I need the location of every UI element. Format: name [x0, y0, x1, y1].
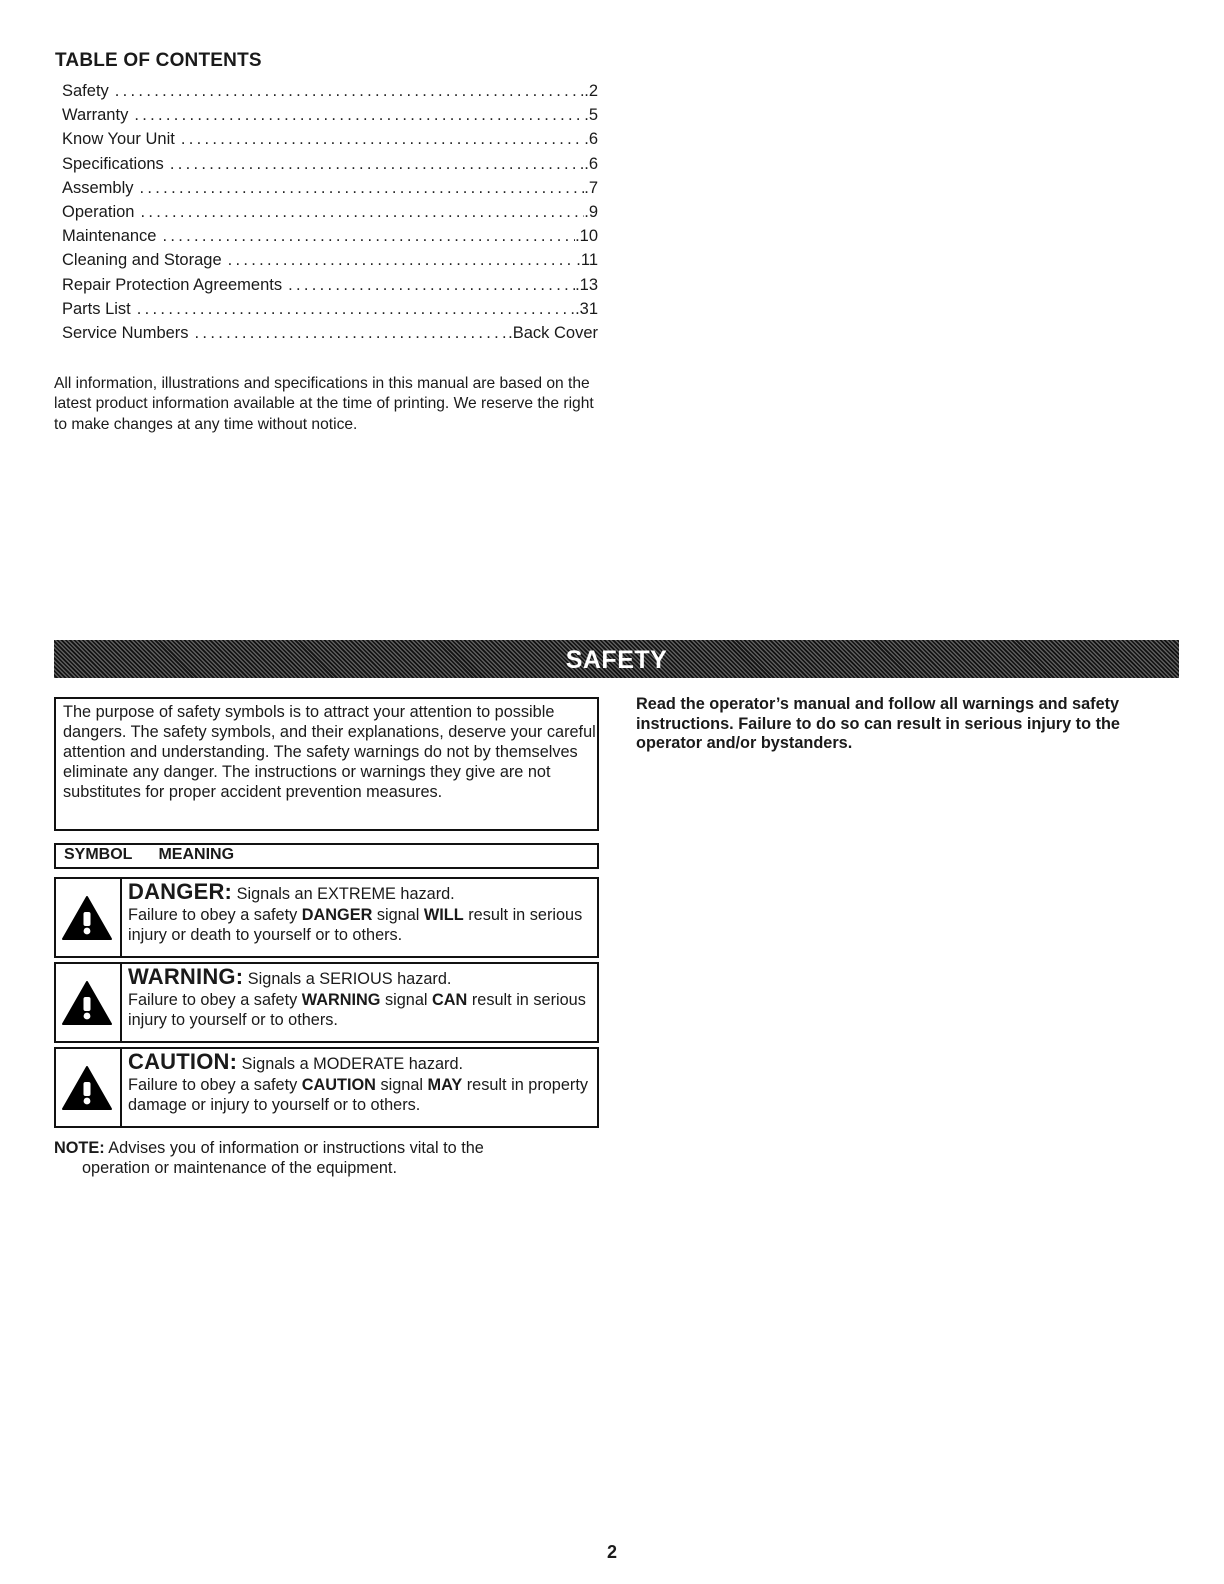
signal-word: CAUTION: [128, 1049, 238, 1074]
toc-entry[interactable] [62, 203, 598, 227]
signal-word-emphasis: DANGER [301, 906, 373, 924]
signal-modal-emphasis: CAN [432, 991, 468, 1009]
toc-entry-page: .31 [575, 299, 598, 318]
disclaimer-paragraph: All information, illustrations and specifications in this manual are based on the latest product information available at the time of printing. We reserve the right to make changes at any time without notice. [54, 375, 594, 433]
signal-meaning [122, 879, 597, 956]
toc-leader-dots [162, 227, 575, 246]
toc-entry-label: Service Numbers [62, 323, 189, 342]
toc-entry-label: Cleaning and Storage [62, 251, 222, 270]
safety-section-title: SAFETY [565, 646, 668, 674]
toc-entry[interactable] [62, 155, 598, 179]
signal-explanation: result in serious injury or death to yourself or to others. [128, 906, 583, 945]
toc-leader-dots [228, 251, 577, 270]
warning-triangle-icon [61, 895, 113, 941]
signal-meaning [122, 964, 597, 1041]
toc-entry[interactable] [62, 82, 598, 106]
read-manual-warning: Read the operator’s manual and follow all warnings and safety instructions. Failure to do so can result in serious injury to the operator and/or bystanders. [636, 695, 1120, 753]
signal-meaning [122, 1049, 597, 1126]
symbol-column-heading: SYMBOL [64, 846, 133, 863]
toc-title: TABLE OF CONTENTS [55, 50, 262, 71]
signal-description: Signals a SERIOUS hazard. [247, 970, 452, 988]
symbol-meaning-header [54, 843, 599, 869]
toc-entry-label: Safety [62, 82, 109, 100]
warning-triangle-icon [61, 980, 113, 1026]
safety-section-banner [54, 640, 1179, 678]
signal-explanation: signal [375, 1076, 428, 1094]
toc-entry-label: Parts List [62, 299, 131, 318]
note-paragraph [54, 1138, 599, 1179]
signal-explanation: Failure to obey a safety [128, 1076, 302, 1094]
toc-entry-page: .7 [584, 178, 598, 197]
symbol-cell [56, 964, 122, 1041]
signal-explanation: signal [380, 991, 433, 1009]
signal-explanation: result in serious injury to yourself or to others. [128, 991, 586, 1030]
toc-entry[interactable] [62, 227, 598, 251]
toc-leader-dots [137, 300, 575, 319]
toc-entry[interactable] [62, 276, 598, 300]
meaning-column-heading: MEANING [158, 846, 235, 863]
page-number: 2 [606, 1542, 617, 1562]
note-text: Advises you of information or instructions vital to the [104, 1139, 484, 1157]
toc-entry-page: .2 [584, 82, 598, 100]
signal-description: Signals an EXTREME hazard. [236, 885, 455, 903]
danger-signal-box [54, 877, 599, 958]
toc-entry-page: .6 [584, 154, 598, 173]
toc-entry-label: Warranty [62, 106, 129, 125]
safety-purpose-box: The purpose of safety symbols is to attract your attention to possible dangers. The safety symbols, and their explanations, deserve your careful attention and understanding. The safety warnings do not by themselves eliminate any danger. The instructions or warnings they give are not substitutes for proper accident prevention measures. [54, 697, 599, 831]
toc-entry-label: Specifications [62, 154, 164, 173]
toc-entry-page: .10 [575, 227, 598, 246]
warning-signal-box [54, 962, 599, 1043]
toc-entry[interactable] [62, 251, 598, 275]
note-label: NOTE: [54, 1139, 105, 1157]
toc-entry-page: .13 [575, 275, 598, 294]
toc-leader-dots [140, 179, 585, 198]
toc-entry[interactable] [62, 106, 598, 130]
signal-modal-emphasis: WILL [423, 906, 464, 924]
toc-entry[interactable] [62, 179, 598, 203]
toc-entry-page: .Back Cover [508, 323, 598, 342]
caution-signal-box [54, 1047, 599, 1128]
signal-explanation: signal [372, 906, 424, 924]
toc-leader-dots [134, 106, 584, 125]
toc-entry[interactable] [62, 300, 598, 324]
toc-entry-page: .5 [584, 106, 598, 125]
signal-modal-emphasis: MAY [427, 1076, 463, 1094]
signal-explanation: Failure to obey a safety [128, 906, 302, 924]
toc-entry-page: .6 [584, 130, 598, 149]
toc-entry-label: Operation [62, 202, 135, 221]
toc-leader-dots [115, 82, 584, 101]
signal-explanation: Failure to obey a safety [128, 991, 302, 1009]
toc-leader-dots [140, 203, 584, 222]
symbol-cell [56, 879, 122, 956]
signal-description: Signals a MODERATE hazard. [241, 1055, 464, 1073]
note-text-continued: operation or maintenance of the equipment. [82, 1159, 397, 1178]
warning-triangle-icon [61, 1065, 113, 1111]
toc-leader-dots [181, 130, 584, 149]
toc-leader-dots [170, 155, 584, 174]
signal-word: WARNING: [128, 964, 244, 989]
toc-list [62, 82, 598, 348]
toc-entry-label: Maintenance [62, 227, 157, 246]
toc-leader-dots [288, 276, 575, 295]
toc-leader-dots [195, 324, 509, 343]
toc-entry-label: Know Your Unit [62, 130, 175, 149]
toc-entry-label: Assembly [62, 178, 134, 197]
symbol-cell [56, 1049, 122, 1126]
toc-entry[interactable] [62, 324, 598, 348]
toc-entry-page: .11 [576, 251, 598, 270]
signal-word-emphasis: CAUTION [301, 1076, 376, 1094]
toc-entry-page: .9 [584, 202, 598, 221]
signal-word: DANGER: [128, 879, 233, 904]
toc-entry[interactable] [62, 130, 598, 154]
signal-word-emphasis: WARNING [301, 991, 381, 1009]
toc-entry-label: Repair Protection Agreements [62, 275, 283, 294]
signal-explanation: result in property damage or injury to yourself or to others. [128, 1076, 589, 1115]
